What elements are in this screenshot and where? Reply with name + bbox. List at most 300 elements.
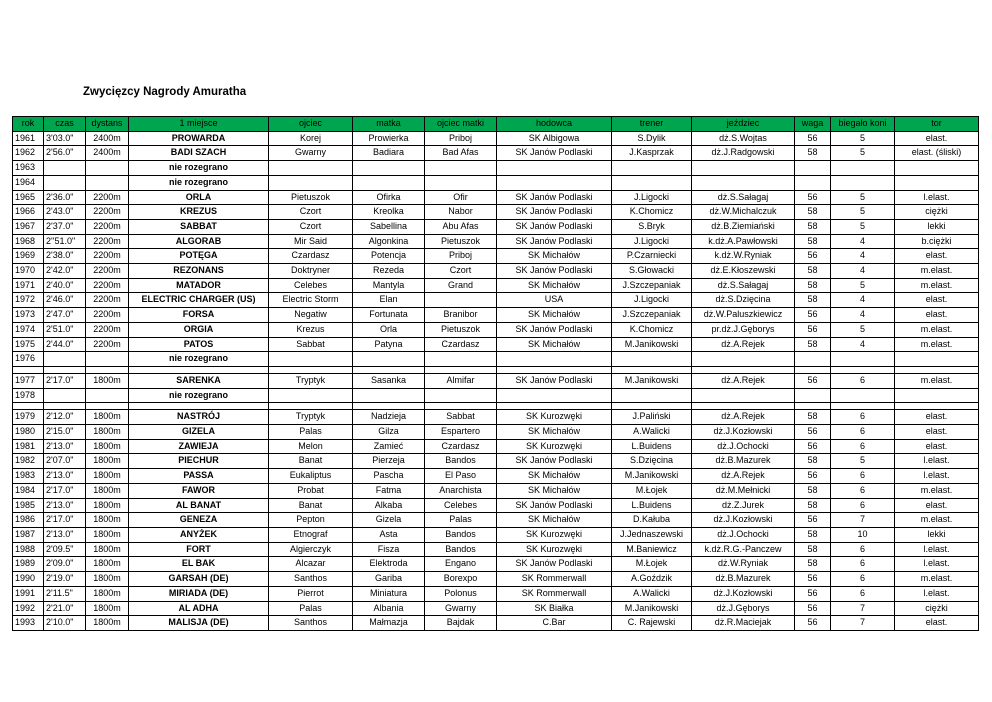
- table-row: [13, 483, 979, 498]
- table-cell: [612, 175, 692, 190]
- column-header: jeździec: [692, 117, 795, 132]
- table-cell: l.elast.: [895, 586, 979, 601]
- table-cell: 2200m: [86, 190, 129, 205]
- table-cell: Almifar: [425, 373, 497, 388]
- table-cell: Electric Storm: [269, 293, 353, 308]
- table-header: [13, 117, 979, 132]
- table-cell: 1961: [13, 131, 44, 146]
- table-cell: b.ciężki: [895, 234, 979, 249]
- table-cell: m.elast.: [895, 513, 979, 528]
- table-cell: Potencja: [353, 249, 425, 264]
- table-cell: [353, 175, 425, 190]
- table-cell: 6: [831, 483, 895, 498]
- spacer-cell: [44, 366, 86, 373]
- table-cell: 56: [795, 249, 831, 264]
- table-cell: Prowierka: [353, 131, 425, 146]
- table-row: [13, 249, 979, 264]
- table-cell: 7: [831, 513, 895, 528]
- table-cell: 2'51.0": [44, 322, 86, 337]
- table-cell: 56: [795, 425, 831, 440]
- table-cell: [269, 175, 353, 190]
- table-cell: J.Ligocki: [612, 293, 692, 308]
- table-cell: SK Janów Podlaski: [497, 219, 612, 234]
- spacer-cell: [895, 403, 979, 410]
- table-cell: dż.R.Maciejak: [692, 616, 795, 631]
- table-cell: Bajdak: [425, 616, 497, 631]
- spacer-cell: [692, 366, 795, 373]
- table-cell: SK Janów Podlaski: [497, 264, 612, 279]
- table-cell: Elan: [353, 293, 425, 308]
- table-row: [13, 557, 979, 572]
- table-cell: 2'10.0": [44, 616, 86, 631]
- table-cell: 6: [831, 410, 895, 425]
- table-cell: 1993: [13, 616, 44, 631]
- table-cell: Kreolka: [353, 205, 425, 220]
- table-cell: [692, 388, 795, 403]
- table-cell: Nadzieja: [353, 410, 425, 425]
- table-cell: 2'13.0": [44, 527, 86, 542]
- table-cell: Borexpo: [425, 572, 497, 587]
- table-cell: 2'36.0": [44, 190, 86, 205]
- table-cell: A.Walicki: [612, 586, 692, 601]
- table-cell: 58: [795, 219, 831, 234]
- table-cell: Santhos: [269, 572, 353, 587]
- table-cell: lekki: [895, 527, 979, 542]
- table-cell: 2'46.0": [44, 293, 86, 308]
- table-cell: 2'47.0": [44, 308, 86, 323]
- table-cell: 56: [795, 469, 831, 484]
- table-cell: M.Janikowski: [612, 601, 692, 616]
- table-cell: 58: [795, 205, 831, 220]
- table-cell: 1800m: [86, 572, 129, 587]
- table-cell: [895, 175, 979, 190]
- table-cell: Badiara: [353, 146, 425, 161]
- table-row: [13, 175, 979, 190]
- table-cell: 7: [831, 601, 895, 616]
- table-cell: 2'13.0": [44, 439, 86, 454]
- column-header: waga: [795, 117, 831, 132]
- table-cell: 1968: [13, 234, 44, 249]
- table-cell: 56: [795, 373, 831, 388]
- table-cell: 1966: [13, 205, 44, 220]
- table-cell: Tryptyk: [269, 410, 353, 425]
- table-cell: 2200m: [86, 249, 129, 264]
- table-cell: C.Bar: [497, 616, 612, 631]
- table-cell: k.dż.R.G.-Panczew: [692, 542, 795, 557]
- table-cell: 1984: [13, 483, 44, 498]
- table-cell: SK Janów Podlaski: [497, 234, 612, 249]
- spacer-cell: [86, 403, 129, 410]
- table-cell: 1990: [13, 572, 44, 587]
- table-cell: dż.S.Dzięcina: [692, 293, 795, 308]
- table-cell: 1967: [13, 219, 44, 234]
- table-cell: M.Janikowski: [612, 373, 692, 388]
- table-cell: 2'15.0": [44, 425, 86, 440]
- table-cell: dż.B.Ziemiański: [692, 219, 795, 234]
- column-header: biegało koni: [831, 117, 895, 132]
- table-cell: [425, 293, 497, 308]
- table-cell: 7: [831, 616, 895, 631]
- table-cell: 1800m: [86, 513, 129, 528]
- table-cell: SK Kurozwęki: [497, 439, 612, 454]
- table-row: [13, 454, 979, 469]
- table-cell: m.elast.: [895, 572, 979, 587]
- table-cell: [612, 161, 692, 176]
- table-cell: Banat: [269, 498, 353, 513]
- table-cell: Probat: [269, 483, 353, 498]
- spacer-cell: [497, 366, 612, 373]
- spacer-cell: [269, 403, 353, 410]
- table-cell: Małmazja: [353, 616, 425, 631]
- table-cell: l.elast.: [895, 190, 979, 205]
- table-cell: [86, 388, 129, 403]
- table-cell: [44, 161, 86, 176]
- table-cell: 2200m: [86, 234, 129, 249]
- table-cell: USA: [497, 293, 612, 308]
- table-cell: [831, 388, 895, 403]
- table-cell: dż.S.Wojtas: [692, 131, 795, 146]
- table-cell: SK Michałów: [497, 337, 612, 352]
- table-cell: Pietuszok: [425, 234, 497, 249]
- table-row: [13, 161, 979, 176]
- table-cell: 2400m: [86, 131, 129, 146]
- table-cell: S.Dylik: [612, 131, 692, 146]
- table-cell: SK Janów Podlaski: [497, 557, 612, 572]
- table-cell: M.Łojek: [612, 557, 692, 572]
- table-cell: Czardasz: [269, 249, 353, 264]
- table-cell: 2200m: [86, 205, 129, 220]
- table-cell: 1800m: [86, 616, 129, 631]
- table-cell: 1974: [13, 322, 44, 337]
- table-cell: 2'37.0": [44, 219, 86, 234]
- table-cell: 56: [795, 572, 831, 587]
- table-cell: 3'03.0": [44, 131, 86, 146]
- table-cell: Tryptyk: [269, 373, 353, 388]
- table-row: [13, 352, 979, 367]
- table-cell: BADI SZACH: [129, 146, 269, 161]
- table-row: [13, 373, 979, 388]
- table-cell: SK Janów Podlaski: [497, 322, 612, 337]
- table-cell: El Paso: [425, 469, 497, 484]
- table-cell: S.Bryk: [612, 219, 692, 234]
- table-cell: 1991: [13, 586, 44, 601]
- table-row: [13, 219, 979, 234]
- table-cell: [353, 161, 425, 176]
- table-cell: 5: [831, 454, 895, 469]
- table-cell: 2200m: [86, 293, 129, 308]
- table-row: [13, 264, 979, 279]
- spacer-cell: [269, 366, 353, 373]
- table-cell: nie rozegrano: [129, 388, 269, 403]
- table-cell: dż.J.Ochocki: [692, 527, 795, 542]
- spacer-cell: [795, 366, 831, 373]
- table-cell: 58: [795, 483, 831, 498]
- table-cell: [497, 352, 612, 367]
- table-cell: SK Michałów: [497, 278, 612, 293]
- table-cell: 2200m: [86, 278, 129, 293]
- table-cell: PROWARDA: [129, 131, 269, 146]
- table-cell: 1964: [13, 175, 44, 190]
- spacer-cell: [895, 366, 979, 373]
- table-row: [13, 388, 979, 403]
- table-cell: 58: [795, 454, 831, 469]
- table-row: [13, 410, 979, 425]
- table-cell: Espartero: [425, 425, 497, 440]
- table-cell: dż.S.Sałagaj: [692, 278, 795, 293]
- table-cell: SABBAT: [129, 219, 269, 234]
- table-row: [13, 293, 979, 308]
- table-cell: MALISJA (DE): [129, 616, 269, 631]
- table-cell: Grand: [425, 278, 497, 293]
- table-cell: Anarchista: [425, 483, 497, 498]
- table-cell: 1986: [13, 513, 44, 528]
- table-cell: [895, 388, 979, 403]
- table-cell: SK Janów Podlaski: [497, 373, 612, 388]
- table-cell: Fatma: [353, 483, 425, 498]
- table-cell: SK Janów Podlaski: [497, 454, 612, 469]
- spacer-cell: [425, 403, 497, 410]
- table-cell: dż.J.Kozłowski: [692, 586, 795, 601]
- table-row: [13, 131, 979, 146]
- table-cell: Czort: [269, 219, 353, 234]
- table-cell: 2''51.0": [44, 234, 86, 249]
- table-cell: FAWOR: [129, 483, 269, 498]
- table-cell: [795, 175, 831, 190]
- table-cell: 1970: [13, 264, 44, 279]
- table-cell: 1800m: [86, 601, 129, 616]
- table-cell: 1980: [13, 425, 44, 440]
- table-cell: [86, 161, 129, 176]
- table-cell: dż.J.Kozłowski: [692, 513, 795, 528]
- table-cell: Branibor: [425, 308, 497, 323]
- table-cell: Bandos: [425, 454, 497, 469]
- table-cell: Sabellina: [353, 219, 425, 234]
- table-cell: 5: [831, 146, 895, 161]
- table-cell: [497, 388, 612, 403]
- table-cell: 58: [795, 234, 831, 249]
- table-cell: 1800m: [86, 527, 129, 542]
- table-cell: SK Michałów: [497, 308, 612, 323]
- table-cell: m.elast.: [895, 483, 979, 498]
- table-cell: Bandos: [425, 542, 497, 557]
- table-cell: 2'13.0": [44, 498, 86, 513]
- spacer-cell: [353, 403, 425, 410]
- table-cell: Sabbat: [425, 410, 497, 425]
- table-cell: Negatiw: [269, 308, 353, 323]
- spacer-cell: [795, 403, 831, 410]
- table-cell: 1989: [13, 557, 44, 572]
- table-cell: Etnograf: [269, 527, 353, 542]
- table-row: [13, 308, 979, 323]
- table-cell: m.elast.: [895, 278, 979, 293]
- table-cell: 56: [795, 586, 831, 601]
- table-cell: [831, 175, 895, 190]
- table-cell: 1976: [13, 352, 44, 367]
- table-cell: 2'17.0": [44, 373, 86, 388]
- table-cell: dż.J.Gęborys: [692, 601, 795, 616]
- table-row: [13, 616, 979, 631]
- table-cell: Miniatura: [353, 586, 425, 601]
- table-cell: 4: [831, 249, 895, 264]
- table-row: [13, 190, 979, 205]
- table-cell: 1992: [13, 601, 44, 616]
- table-cell: Korej: [269, 131, 353, 146]
- table-row: [13, 322, 979, 337]
- spacer-cell: [13, 366, 44, 373]
- table-cell: 2'19.0": [44, 572, 86, 587]
- table-cell: dż.M.Mełnicki: [692, 483, 795, 498]
- table-cell: Bandos: [425, 527, 497, 542]
- table-cell: [831, 352, 895, 367]
- table-cell: 56: [795, 131, 831, 146]
- table-cell: l.elast.: [895, 557, 979, 572]
- table-cell: FORT: [129, 542, 269, 557]
- table-cell: KREZUS: [129, 205, 269, 220]
- table-cell: 58: [795, 542, 831, 557]
- table-cell: dż.J.Ochocki: [692, 439, 795, 454]
- table-row: [13, 439, 979, 454]
- table-cell: [86, 352, 129, 367]
- table-cell: 4: [831, 234, 895, 249]
- table-cell: Elektroda: [353, 557, 425, 572]
- table-cell: 2200m: [86, 308, 129, 323]
- column-header: tor: [895, 117, 979, 132]
- table-cell: M.Łojek: [612, 483, 692, 498]
- table-cell: Gilza: [353, 425, 425, 440]
- table-cell: [497, 175, 612, 190]
- table-cell: 2200m: [86, 322, 129, 337]
- table-cell: dż.J.Kozłowski: [692, 425, 795, 440]
- table-cell: [44, 352, 86, 367]
- table-cell: dż.J.Radgowski: [692, 146, 795, 161]
- table-cell: m.elast.: [895, 373, 979, 388]
- table-cell: SK Kurozwęki: [497, 527, 612, 542]
- table-cell: REZONANS: [129, 264, 269, 279]
- table-cell: [86, 175, 129, 190]
- table-row: [13, 146, 979, 161]
- table-cell: [269, 388, 353, 403]
- table-cell: SARENKA: [129, 373, 269, 388]
- table-cell: [692, 161, 795, 176]
- table-cell: 1981: [13, 439, 44, 454]
- table-row: [13, 469, 979, 484]
- table-cell: 1971: [13, 278, 44, 293]
- table-cell: 56: [795, 439, 831, 454]
- table-cell: Czort: [269, 205, 353, 220]
- table-cell: K.Chomicz: [612, 205, 692, 220]
- table-cell: 6: [831, 498, 895, 513]
- table-cell: Sabbat: [269, 337, 353, 352]
- table-cell: 1985: [13, 498, 44, 513]
- table-cell: S.Dzięcina: [612, 454, 692, 469]
- table-cell: 1800m: [86, 425, 129, 440]
- table-row: [13, 601, 979, 616]
- table-cell: Patyna: [353, 337, 425, 352]
- table-cell: ORGIA: [129, 322, 269, 337]
- table-row: [13, 542, 979, 557]
- table-cell: Palas: [269, 601, 353, 616]
- table-cell: ALGORAB: [129, 234, 269, 249]
- table-cell: 1800m: [86, 469, 129, 484]
- column-header: ojciec matki: [425, 117, 497, 132]
- table-cell: nie rozegrano: [129, 352, 269, 367]
- table-cell: 10: [831, 527, 895, 542]
- table-cell: Celebes: [425, 498, 497, 513]
- table-row: [13, 513, 979, 528]
- table-cell: SK Michałów: [497, 425, 612, 440]
- table-cell: [831, 161, 895, 176]
- table-cell: AL ADHA: [129, 601, 269, 616]
- table-cell: 58: [795, 410, 831, 425]
- table-cell: 58: [795, 264, 831, 279]
- table-cell: [425, 175, 497, 190]
- table-cell: 2'12.0": [44, 410, 86, 425]
- table-cell: Gizela: [353, 513, 425, 528]
- table-cell: 4: [831, 308, 895, 323]
- table-cell: dż.A.Rejek: [692, 337, 795, 352]
- column-header: 1 miejsce: [129, 117, 269, 132]
- table-cell: 1973: [13, 308, 44, 323]
- table-cell: 2'09.5": [44, 542, 86, 557]
- table-cell: J.Ligocki: [612, 234, 692, 249]
- table-cell: [612, 352, 692, 367]
- table-cell: 56: [795, 616, 831, 631]
- table-cell: Algierczyk: [269, 542, 353, 557]
- table-cell: 1972: [13, 293, 44, 308]
- table-cell: Banat: [269, 454, 353, 469]
- table-cell: Orla: [353, 322, 425, 337]
- row-spacer: [13, 366, 979, 373]
- table-cell: M.Janikowski: [612, 469, 692, 484]
- table-cell: POTĘGA: [129, 249, 269, 264]
- column-header: trener: [612, 117, 692, 132]
- table-cell: SK Kurozwęki: [497, 542, 612, 557]
- table-cell: Priboj: [425, 131, 497, 146]
- table-cell: SK Janów Podlaski: [497, 146, 612, 161]
- table-cell: C. Rajewski: [612, 616, 692, 631]
- table-cell: P.Czarniecki: [612, 249, 692, 264]
- table-cell: SK Janów Podlaski: [497, 498, 612, 513]
- table-row: [13, 498, 979, 513]
- table-cell: SK Rommerwall: [497, 572, 612, 587]
- table-cell: elast. (śliski): [895, 146, 979, 161]
- table-cell: PASSA: [129, 469, 269, 484]
- table-cell: [795, 161, 831, 176]
- table-cell: Gariba: [353, 572, 425, 587]
- table-cell: 1800m: [86, 498, 129, 513]
- table-cell: 1965: [13, 190, 44, 205]
- table-cell: GENEZA: [129, 513, 269, 528]
- spacer-cell: [612, 403, 692, 410]
- table-cell: 2200m: [86, 264, 129, 279]
- table-cell: 58: [795, 557, 831, 572]
- spacer-cell: [129, 403, 269, 410]
- table-cell: 6: [831, 557, 895, 572]
- column-header: matka: [353, 117, 425, 132]
- spacer-cell: [425, 366, 497, 373]
- table-cell: 58: [795, 498, 831, 513]
- table-cell: 56: [795, 190, 831, 205]
- table-cell: ANYŻEK: [129, 527, 269, 542]
- table-cell: Palas: [425, 513, 497, 528]
- table-cell: 1800m: [86, 483, 129, 498]
- table-cell: 2200m: [86, 219, 129, 234]
- table-cell: [612, 388, 692, 403]
- table-cell: 58: [795, 293, 831, 308]
- table-cell: Mir Said: [269, 234, 353, 249]
- spacer-cell: [353, 366, 425, 373]
- table-cell: AL BANAT: [129, 498, 269, 513]
